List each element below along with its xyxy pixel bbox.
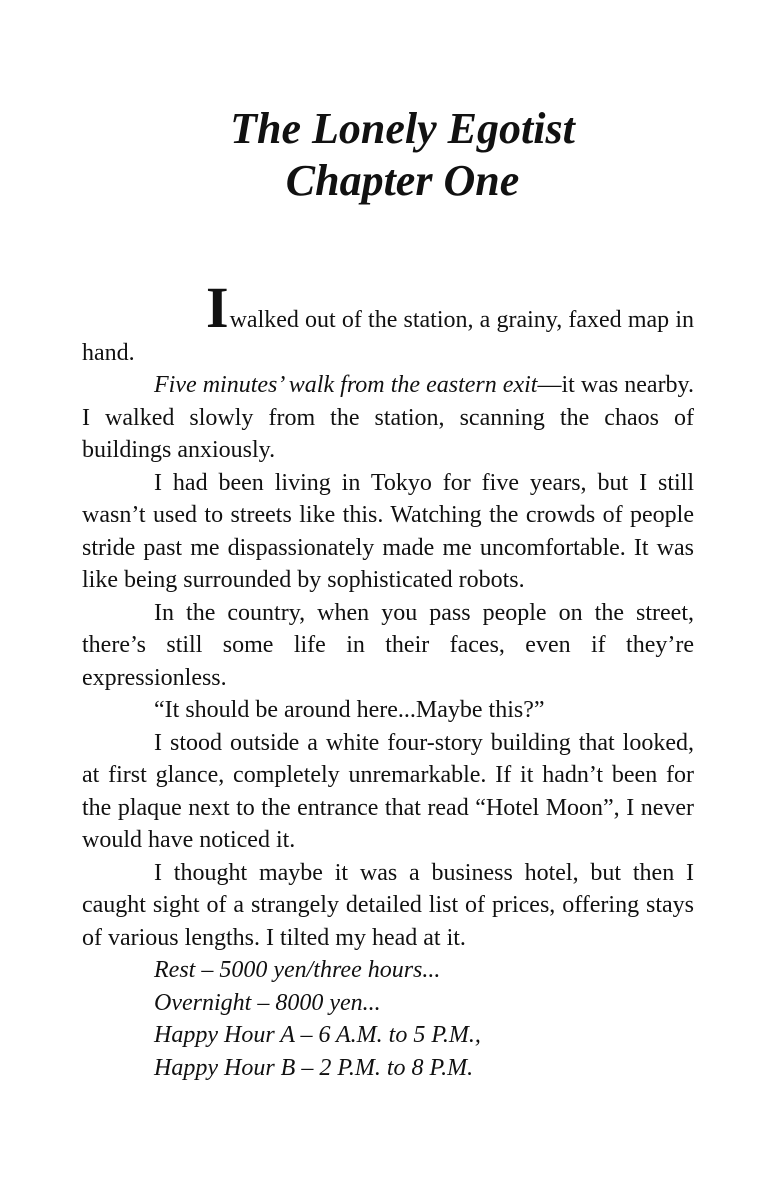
paragraph-3: I had been living in Tokyo for five years, but I still wasn’t used to streets like this. Watching the crowds of people stride past me dispassionately made me uncomfortable. It was like being surrounded by sophisticated robots. [82, 469, 694, 593]
paragraph-2 [82, 369, 694, 467]
drop-cap: I [206, 275, 229, 340]
chapter-body [82, 275, 694, 1084]
price-line-4: Happy Hour B – 2 P.M. to 8 P.M. [154, 1054, 474, 1081]
paragraph-6: I stood outside a white four-story building that looked, at first glance, completely unremarkable. If it hadn’t been for the plaque next to the entrance that read “Hotel Moon”, I never would have noticed it. [82, 729, 694, 853]
paragraph-4: In the country, when you pass people on the street, there’s still some life in their faces, even if they’re expressionless. [82, 599, 694, 691]
book-title: The Lonely Egotist [230, 104, 575, 153]
price-line-2: Overnight – 8000 yen... [154, 989, 381, 1016]
paragraph-5: “It should be around here...Maybe this?” [154, 697, 545, 723]
paragraph-7: I thought maybe it was a business hotel, but then I caught sight of a strangely detailed list of prices, offering stays of various lengths. I tilted my head at it. [82, 859, 694, 951]
paragraph-2-text: —it was nearby. I walked slowly from the station, scanning the chaos of buildings anxiously. [82, 372, 694, 463]
price-line-1: Rest – 5000 yen/three hours... [154, 957, 441, 983]
paragraph-1 [82, 275, 694, 369]
paragraph-1-text: walked out of the station, a grainy, faxed map in hand. [82, 307, 694, 366]
paragraph-2-italic: Five minutes’ walk from the eastern exit [154, 372, 538, 398]
chapter-heading [0, 103, 759, 207]
chapter-title: Chapter One [285, 156, 520, 205]
price-list [82, 954, 694, 1084]
price-line-3: Happy Hour A – 6 A.M. to 5 P.M., [154, 1022, 481, 1048]
